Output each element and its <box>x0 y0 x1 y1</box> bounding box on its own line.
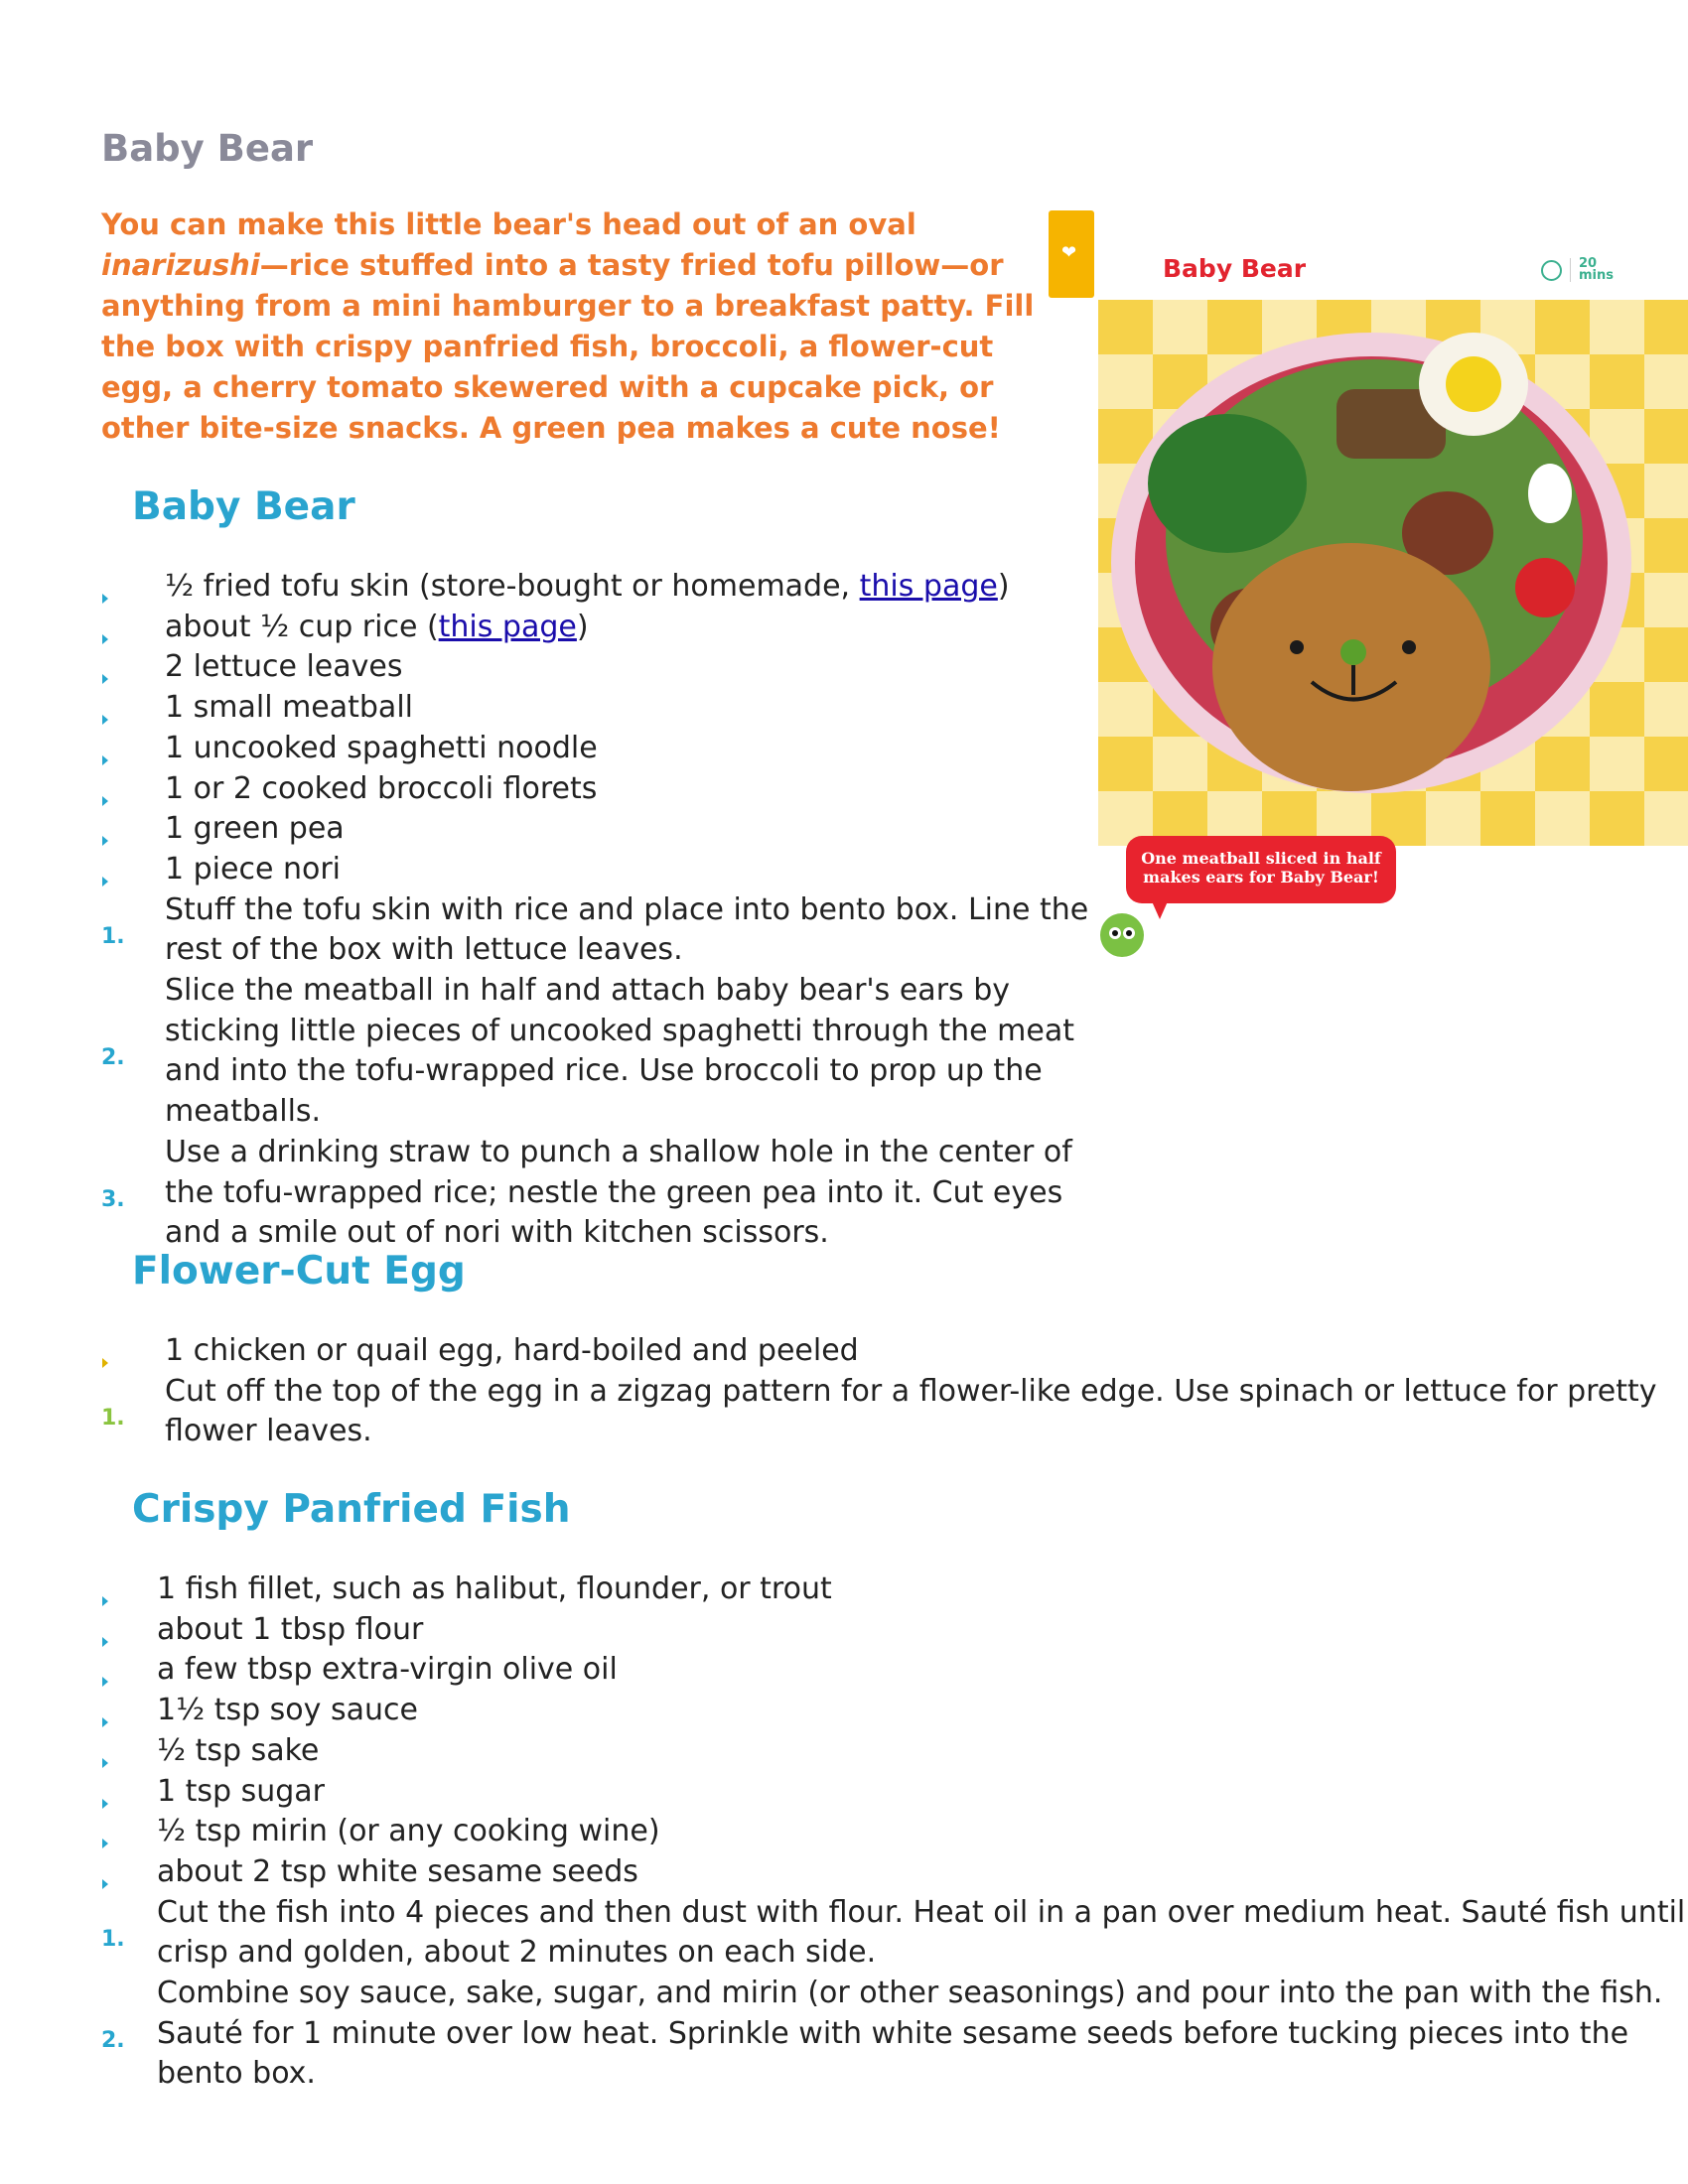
list-item <box>101 850 1094 890</box>
ingredient-text: 1 tsp sugar <box>157 1773 325 1809</box>
timer-divider <box>1570 258 1571 282</box>
list-item <box>101 1650 1688 1691</box>
ingredient-text: 2 lettuce leaves <box>165 649 403 685</box>
timer-unit: mins <box>1579 268 1614 283</box>
list-item <box>101 688 1094 729</box>
step-number: 1. <box>101 1927 125 1953</box>
bento-photo <box>1098 300 1688 846</box>
bullet-icon <box>102 1879 108 1889</box>
bear-eye-left <box>1290 640 1304 654</box>
bullet-icon <box>102 594 108 604</box>
bullet-icon <box>102 674 108 684</box>
list-item <box>101 729 1094 769</box>
ingredient-text-end: ) <box>576 609 589 644</box>
ingredient-text: 1 fish fillet, such as halibut, flounder, or trout <box>157 1571 832 1606</box>
ingredient-text: 1½ tsp soy sauce <box>157 1693 418 1728</box>
step-text: Slice the meatball in half and attach baby bear's ears by sticking little pieces of uncooked spaghetti through the meat and into the tofu-wrapped rice. Use broccoli to prop up the meatballs. <box>165 973 1074 1130</box>
step-text: Stuff the tofu skin with rice and place into bento box. Line the rest of the box with lettuce leaves. <box>165 891 1089 968</box>
bullet-icon <box>102 1758 108 1768</box>
cherry-tomato <box>1515 558 1575 617</box>
this-page-link[interactable]: this page <box>438 609 577 644</box>
list-item <box>101 1772 1688 1813</box>
list-item <box>101 1852 1688 1893</box>
tip-speech-bubble: One meatball sliced in half makes ears for Baby Bear! <box>1126 836 1396 903</box>
ingredient-text: 1 green pea <box>165 811 345 847</box>
ingredient-text-end: ) <box>997 569 1010 604</box>
intro-text-after: —rice stuffed into a tasty fried tofu pillow—or anything from a mini hamburger to a breakfast patty. Fill the box with crispy panfried fish, broccoli, a flower-cut egg, a cherry tomato skewered with a cupcake pick, or other bite-size snacks. A green pea makes a cute nose! <box>101 248 1035 445</box>
step-item <box>101 1133 1094 1254</box>
fish-list <box>101 1570 1688 2095</box>
ingredient-text: about 2 tsp white sesame seeds <box>157 1853 638 1889</box>
list-item <box>101 608 1094 648</box>
step-text: Cut the fish into 4 pieces and then dust with flour. Heat oil in a pan over medium heat. Sauté fish until crisp and golden, about 2 minutes on each side. <box>157 1894 1686 1971</box>
list-item <box>101 809 1094 850</box>
bullet-icon <box>102 755 108 765</box>
speech-bubble-tail <box>1152 901 1168 919</box>
step-number: 2. <box>101 2028 125 2054</box>
ingredient-text: 1 chicken or quail egg, hard-boiled and peeled <box>165 1333 859 1368</box>
this-page-link[interactable]: this page <box>859 569 998 604</box>
bullet-icon <box>102 1637 108 1647</box>
list-item <box>101 1812 1688 1852</box>
pea-nose <box>1340 639 1366 665</box>
ingredient-text: 1 or 2 cooked broccoli florets <box>165 770 598 806</box>
recipe-photo-card <box>1049 208 1688 963</box>
step-text: Combine soy sauce, sake, sugar, and mirin (or other seasonings) and pour into the pan with the fish. Sauté for 1 minute over low heat. Sprinkle with white sesame seeds before tucking pieces into the bento box. <box>157 1976 1663 2092</box>
favorite-tab[interactable] <box>1049 210 1094 298</box>
list-item <box>101 1331 1688 1372</box>
ingredient-text: 1 uncooked spaghetti noodle <box>165 730 598 765</box>
list-item <box>101 1610 1688 1651</box>
step-text: Use a drinking straw to punch a shallow hole in the center of the tofu-wrapped rice; nestle the green pea into it. Cut eyes and a smile out of nori with kitchen scissors. <box>165 1134 1072 1251</box>
bullet-icon <box>102 1358 108 1368</box>
bunny-pick <box>1528 464 1572 523</box>
section-heading-crispy-panfried-fish: Crispy Panfried Fish <box>132 1487 571 1532</box>
ingredient-text: a few tbsp extra-virgin olive oil <box>157 1652 618 1688</box>
bear-eye-right <box>1402 640 1416 654</box>
list-item <box>101 647 1094 688</box>
section-heading-baby-bear: Baby Bear <box>132 484 355 529</box>
broccoli <box>1148 414 1307 553</box>
step-item <box>101 1974 1688 2095</box>
pea-mascot-icon <box>1100 913 1144 957</box>
card-title: Baby Bear <box>1163 254 1307 283</box>
step-number: 1. <box>101 1406 125 1432</box>
page-title: Baby Bear <box>101 127 314 170</box>
egg-list <box>101 1331 1688 1452</box>
step-text: Cut off the top of the egg in a zigzag pattern for a flower-like edge. Use spinach or lettuce for pretty flower leaves. <box>165 1373 1657 1449</box>
step-number: 2. <box>101 1045 125 1071</box>
ingredient-text: 1 small meatball <box>165 690 413 726</box>
step-item <box>101 1372 1688 1452</box>
ingredient-text: ½ fried tofu skin (store-bought or homemade, <box>165 569 860 604</box>
step-number: 1. <box>101 924 125 950</box>
baby-bear-list <box>101 567 1094 1254</box>
list-item <box>101 769 1094 810</box>
ingredient-text: about 1 tbsp flour <box>157 1611 424 1647</box>
clock-icon <box>1541 260 1562 281</box>
step-item <box>101 971 1094 1133</box>
list-item <box>101 1570 1688 1610</box>
ingredient-text: about ½ cup rice ( <box>165 609 439 644</box>
list-item <box>101 1691 1688 1731</box>
bullet-icon <box>102 796 108 806</box>
timer-text <box>1579 258 1618 282</box>
step-item <box>101 1893 1688 1974</box>
bullet-icon <box>102 1596 108 1606</box>
list-item <box>101 567 1094 608</box>
intro-paragraph <box>101 205 1045 449</box>
step-item <box>101 890 1094 971</box>
bullet-icon <box>102 1677 108 1687</box>
ingredient-text: ½ tsp sake <box>157 1732 320 1768</box>
step-number: 3. <box>101 1186 125 1212</box>
bullet-icon <box>102 836 108 846</box>
egg-yolk <box>1446 356 1501 412</box>
bullet-icon <box>102 1839 108 1848</box>
intro-italic-term: inarizushi <box>101 248 260 282</box>
intro-text-before: You can make this little bear's head out of an oval <box>101 207 916 241</box>
bento-illustration <box>1098 300 1688 846</box>
bullet-icon <box>102 1717 108 1727</box>
list-item <box>101 1731 1688 1772</box>
bullet-icon <box>102 634 108 644</box>
heart-icon: ❤ <box>1061 242 1077 263</box>
prep-time <box>1541 258 1618 282</box>
ingredient-text: ½ tsp mirin (or any cooking wine) <box>157 1814 660 1849</box>
bullet-icon <box>102 715 108 725</box>
bullet-icon <box>102 877 108 887</box>
bullet-icon <box>102 1799 108 1809</box>
ingredient-text: 1 piece nori <box>165 851 341 887</box>
timer-value: 20 <box>1579 256 1598 271</box>
section-heading-flower-cut-egg: Flower-Cut Egg <box>132 1249 466 1294</box>
